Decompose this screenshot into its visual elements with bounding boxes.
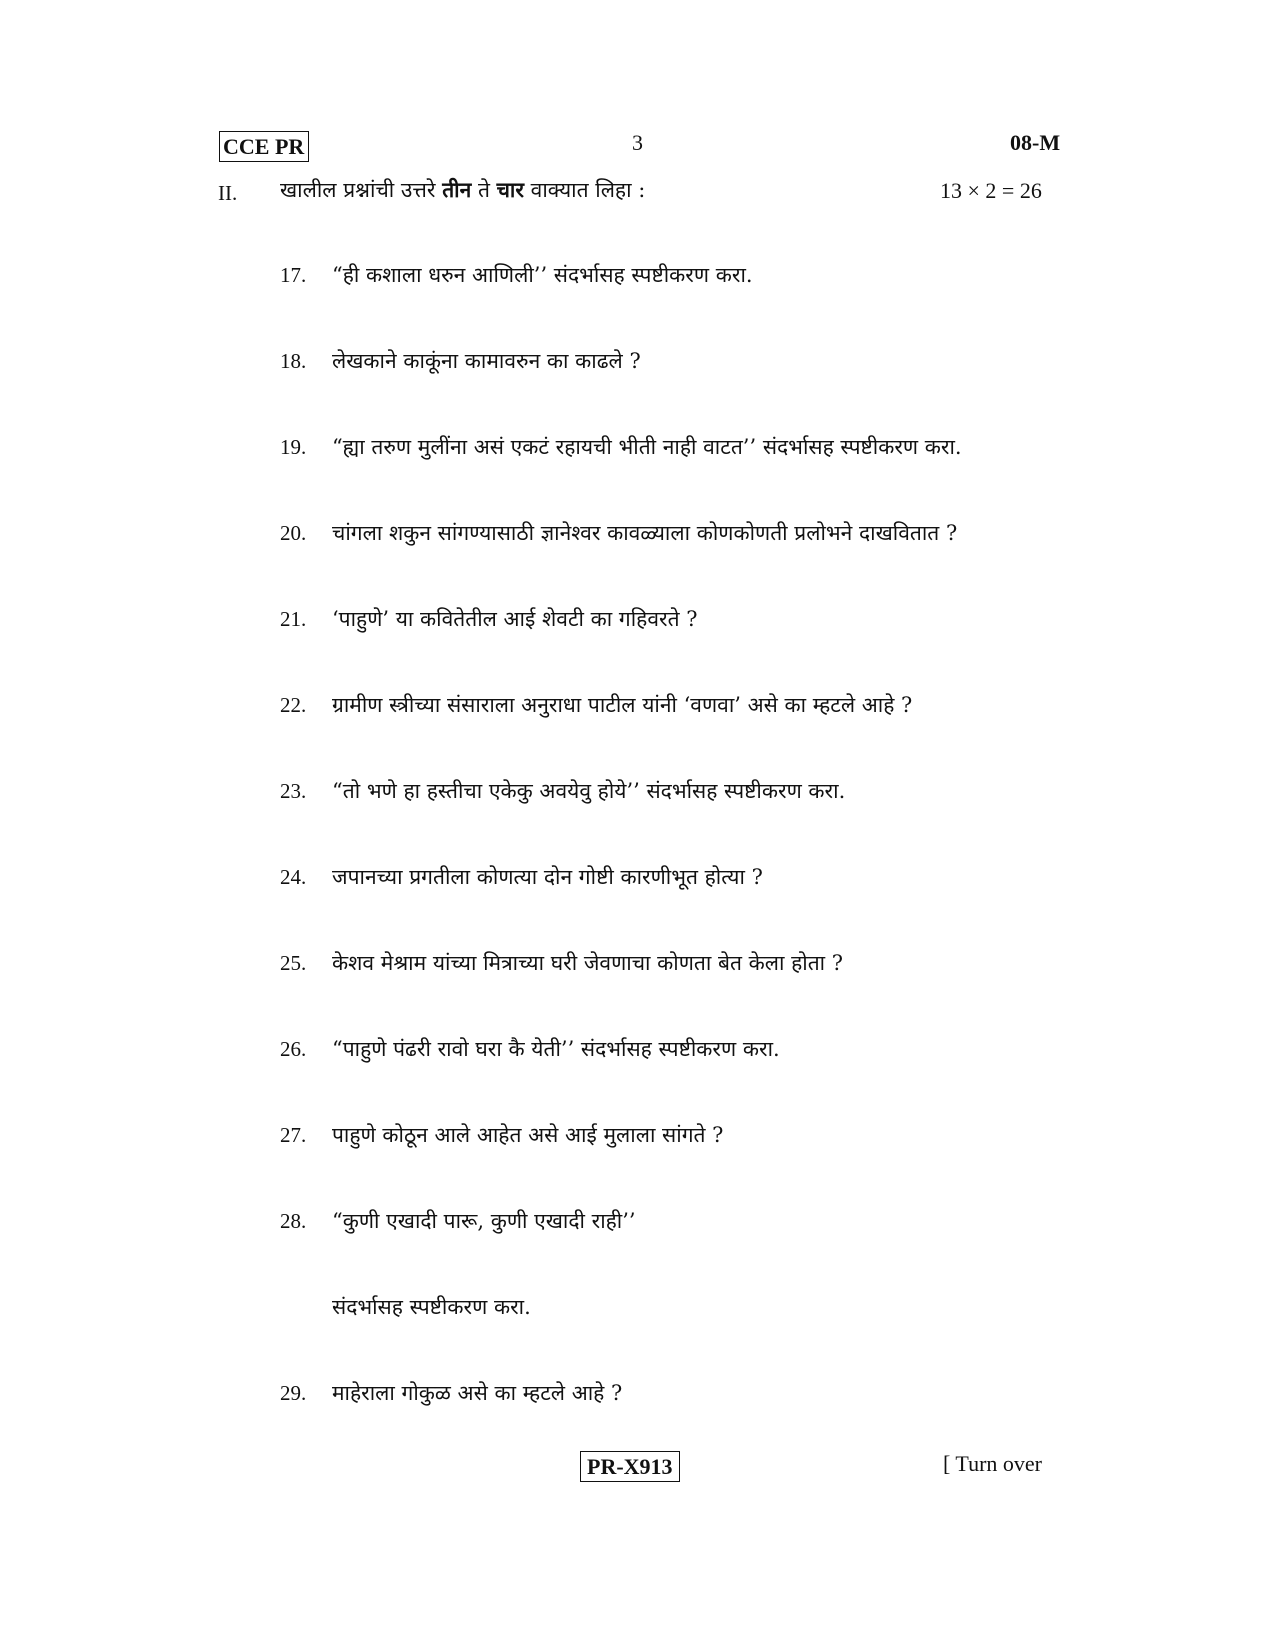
question-number: 21. (280, 607, 307, 631)
question-number: 22. (280, 693, 307, 717)
question-item (280, 518, 1080, 604)
question-number: 29. (280, 1381, 307, 1405)
question-number: 23. (280, 779, 307, 803)
question-item (280, 1034, 1080, 1120)
question-item (280, 1120, 1080, 1206)
question-list (280, 260, 1080, 1464)
instruction-part: ते (471, 178, 497, 202)
question-text: ‘पाहुणे’ या कवितेतील आई शेवटी का गहिवरते ? (332, 607, 698, 631)
question-continuation: संदर्भासह स्पष्टीकरण करा. (332, 1295, 531, 1319)
question-item (280, 346, 1080, 432)
question-item (280, 776, 1080, 862)
question-number: 27. (280, 1123, 307, 1147)
question-text: केशव मेश्राम यांच्या मित्राच्या घरी जेवणाचा कोणता बेत केला होता ? (332, 951, 844, 975)
question-number: 25. (280, 951, 307, 975)
instruction-part: वाक्यात लिहा : (523, 178, 646, 202)
question-text: “कुणी एखादी पारू, कुणी एखादी राही’’ (332, 1209, 636, 1233)
question-text: ग्रामीण स्त्रीच्या संसाराला अनुराधा पाटील यांनी ‘वणवा’ असे का म्हटले आहे ? (332, 693, 913, 717)
header-box-label: CCE PR (219, 131, 309, 162)
turn-over-note: [ Turn over (943, 1451, 1043, 1476)
question-number: 28. (280, 1209, 307, 1233)
question-item (280, 948, 1080, 1034)
section-marks: 13 × 2 = 26 (940, 178, 1042, 203)
instruction-bold-four: चार (496, 177, 524, 202)
question-text: पाहुणे कोठून आले आहेत असे आई मुलाला सांगते ? (332, 1123, 724, 1147)
question-text: चांगला शकुन सांगण्यासाठी ज्ञानेश्वर कावळ्याला कोणकोणती प्रलोभने दाखवितात ? (332, 521, 958, 545)
instruction-bold-three: तीन (442, 177, 472, 202)
question-item (280, 690, 1080, 776)
question-item (280, 260, 1080, 346)
question-item (280, 1206, 1080, 1292)
question-text: माहेराला गोकुळ असे का म्हटले आहे ? (332, 1381, 623, 1405)
question-text: “पाहुणे पंढरी रावो घरा कै येती’’ संदर्भासह स्पष्टीकरण करा. (332, 1037, 780, 1061)
question-item (280, 862, 1080, 948)
question-text: लेखकाने काकूंना कामावरुन का काढले ? (332, 349, 641, 373)
question-number: 26. (280, 1037, 307, 1061)
page-number: 3 (632, 130, 643, 155)
paper-code: 08-M (1010, 130, 1061, 155)
question-text: जपानच्या प्रगतीला कोणत्या दोन गोष्टी कारणीभूत होत्या ? (332, 865, 763, 889)
section-number: II. (218, 181, 238, 205)
footer-paper-code: PR-X913 (580, 1451, 680, 1482)
section-instruction (280, 176, 645, 204)
question-number: 19. (280, 435, 307, 459)
question-item (280, 604, 1080, 690)
question-text: “तो भणे हा हस्तीचा एकेकु अवयेवु होये’’ संदर्भासह स्पष्टीकरण करा. (332, 779, 846, 803)
question-item (280, 432, 1080, 518)
question-text: “ह्या तरुण मुलींना असं एकटं रहायची भीती नाही वाटत’’ संदर्भासह स्पष्टीकरण करा. (332, 435, 962, 459)
question-text: “ही कशाला धरुन आणिली’’ संदर्भासह स्पष्टीकरण करा. (332, 263, 753, 287)
instruction-part: खालील प्रश्नांची उत्तरे (280, 178, 443, 202)
question-number: 24. (280, 865, 307, 889)
question-number: 20. (280, 521, 307, 545)
question-number: 17. (280, 263, 307, 287)
question-number: 18. (280, 349, 307, 373)
